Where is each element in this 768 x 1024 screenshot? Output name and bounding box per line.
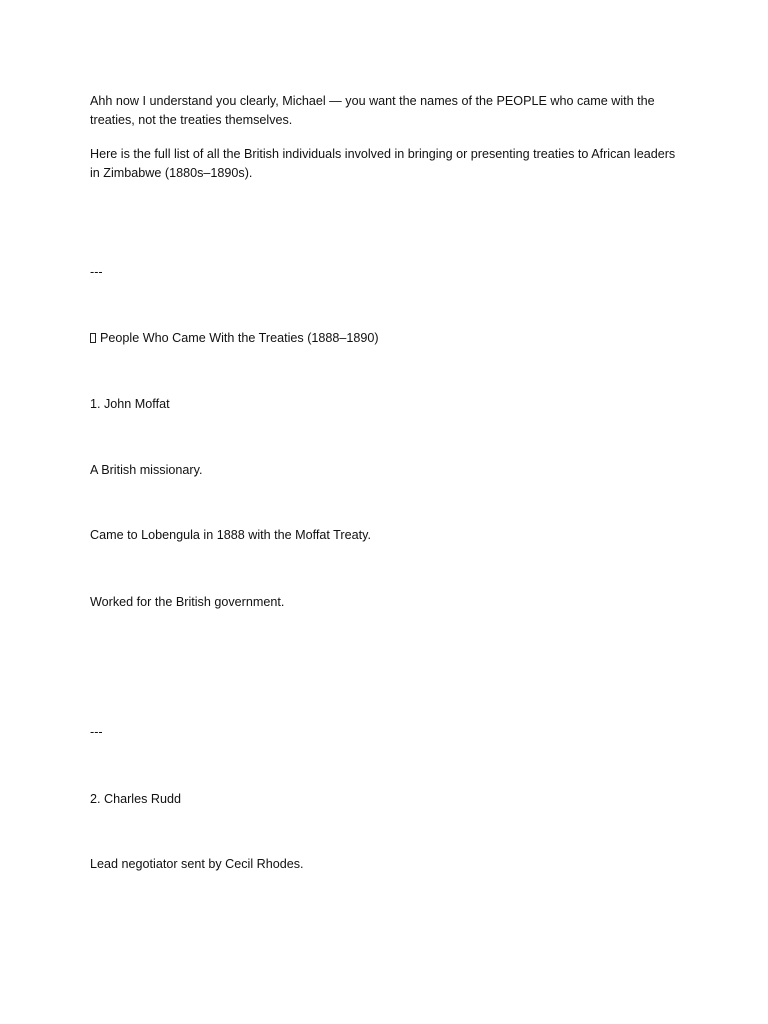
person-2-detail-1: Lead negotiator sent by Cecil Rhodes.	[90, 857, 304, 871]
person-2-name: 2. Charles Rudd	[90, 792, 182, 806]
intro-paragraph: Ahh now I understand you clearly, Michael — you want the names of the PEOPLE who came with the treaties, not the treaties themselves.	[90, 94, 655, 127]
person-1-detail-1: A British missionary.	[90, 463, 203, 477]
overview-paragraph: Here is the full list of all the British individuals involved in bringing or presenting treaties to African leaders in Zimbabwe (1880s–1890s).	[90, 147, 676, 180]
person-1-name: 1. John Moffat	[90, 397, 170, 411]
section-heading-text: People Who Came With the Treaties (1888–1890)	[100, 331, 379, 345]
section-heading	[90, 329, 680, 348]
separator-line: ---	[90, 725, 103, 739]
person-1-detail-3: Worked for the British government.	[90, 595, 285, 609]
missing-glyph-icon	[90, 333, 96, 343]
person-1-detail-2: Came to Lobengula in 1888 with the Moffat Treaty.	[90, 528, 371, 542]
separator-line: ---	[90, 265, 103, 279]
